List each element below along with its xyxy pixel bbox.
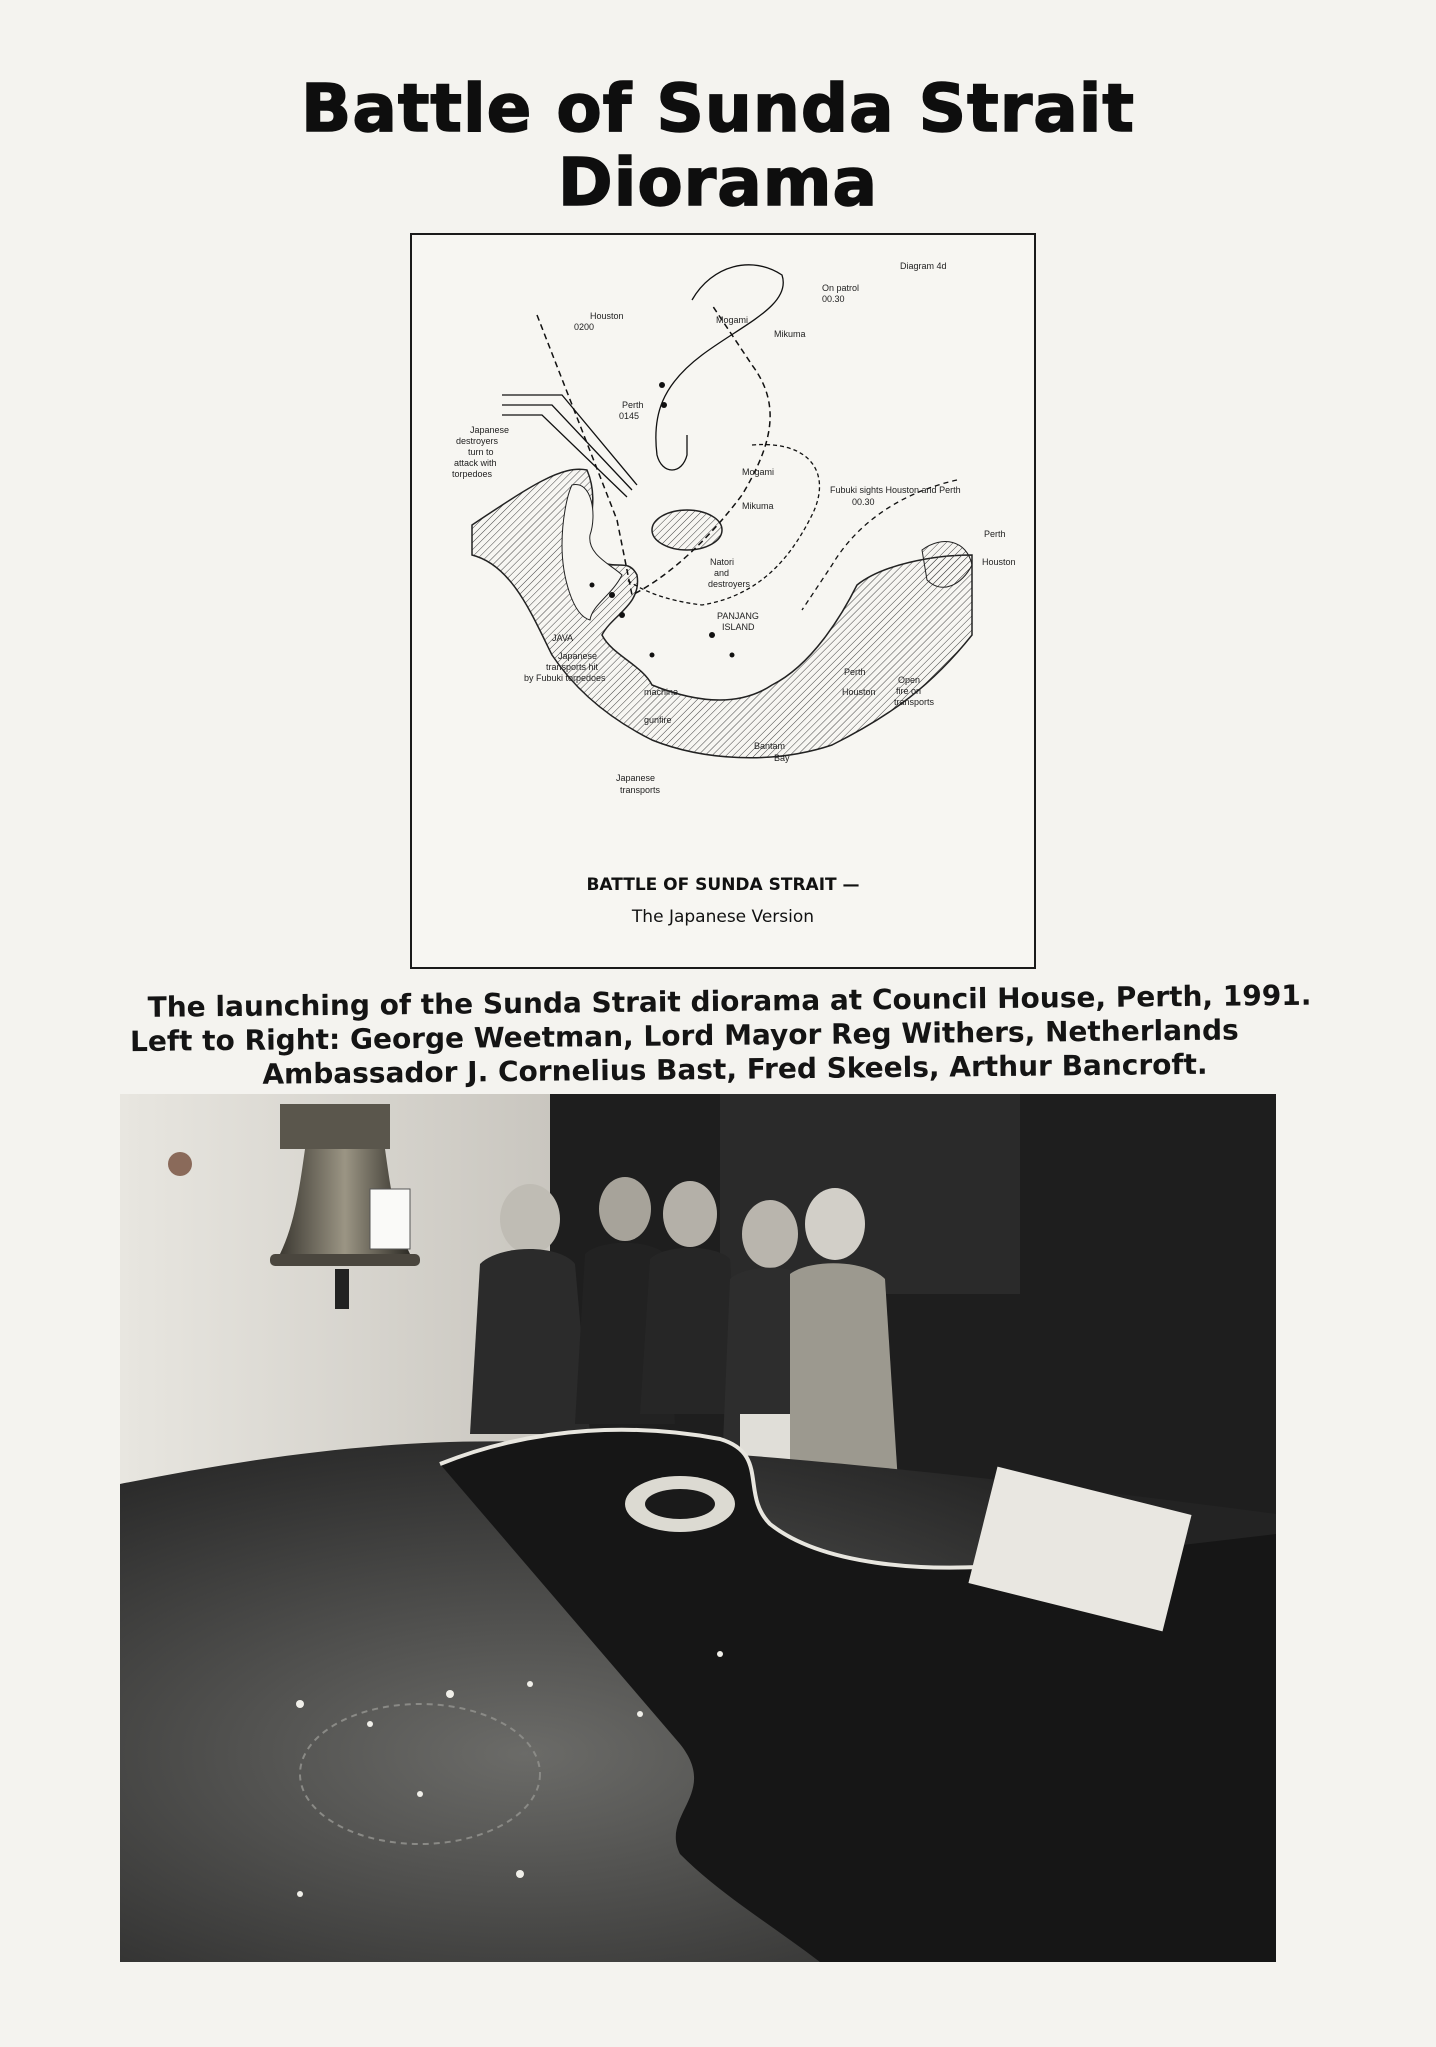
- label-japanese-destroyers-4: attack with: [454, 458, 497, 468]
- label-mikuma-mid: Mikuma: [742, 501, 774, 511]
- label-japanese-destroyers-5: torpedoes: [452, 469, 493, 479]
- battle-map-drawing: [412, 235, 1034, 857]
- bell-rim: [270, 1254, 420, 1266]
- diorama-photo: [120, 1094, 1276, 1962]
- map-caption-subtitle: The Japanese Version: [631, 907, 815, 927]
- bell-mount: [280, 1104, 390, 1149]
- label-japanese-destroyers-3: turn to: [468, 447, 494, 457]
- wall-plaque: [370, 1189, 410, 1249]
- photo-caption: [129, 978, 1312, 1093]
- label-perth-right: Perth: [984, 529, 1006, 539]
- label-fubuki-sights: Fubuki sights Houston and Perth: [830, 485, 961, 495]
- map-caption-title: BATTLE OF SUNDA STRAIT —: [586, 875, 860, 895]
- bell-clapper: [335, 1269, 349, 1309]
- mogami-track: [656, 265, 783, 470]
- label-natori-3: destroyers: [708, 579, 751, 589]
- label-on-patrol-time: 00.30: [822, 294, 845, 304]
- label-jt-1: Japanese: [558, 651, 598, 661]
- label-houston-right: Houston: [982, 557, 1016, 567]
- battle-map-figure: [410, 233, 1036, 969]
- page-title: [0, 72, 1436, 220]
- label-mogami-mid: Mogami: [742, 467, 775, 477]
- label-jtrans-2: transports: [620, 785, 661, 795]
- label-open-fire-3: transports: [894, 697, 935, 707]
- photo-caption-line-3: Ambassador J. Cornelius Bast, Fred Skeels, Arthur Bancroft.: [262, 1047, 1208, 1091]
- label-bantam-2: Bay: [774, 753, 790, 763]
- label-perth: Perth: [622, 400, 644, 410]
- label-jt-2: transports hit: [546, 662, 599, 672]
- label-open-fire-2: fire on: [896, 686, 922, 696]
- label-java: JAVA: [552, 633, 574, 643]
- page-title-line-2: Diorama: [557, 144, 879, 221]
- wall-light: [168, 1152, 192, 1176]
- label-machine-2: gunfire: [644, 715, 672, 725]
- label-natori-2: and: [714, 568, 730, 578]
- label-on-patrol: On patrol: [822, 283, 860, 293]
- panjang-island: [652, 510, 722, 550]
- label-panjang-2: ISLAND: [722, 622, 755, 632]
- diagram-label: Diagram 4d: [900, 261, 947, 271]
- label-fubuki-time: 00.30: [852, 497, 875, 507]
- label-perth-houston-2: Houston: [842, 687, 876, 697]
- diorama-photo-image: [120, 1094, 1276, 1962]
- label-bantam-1: Bantam: [754, 741, 786, 751]
- label-japanese-destroyers-1: Japanese: [470, 425, 510, 435]
- label-perth-houston-1: Perth: [844, 667, 866, 677]
- label-perth-0145: 0145: [619, 411, 640, 421]
- label-jtrans-1: Japanese: [616, 773, 656, 783]
- photo-caption-line-1: The launching of the Sunda Strait diorama at Council House, Perth, 1991.: [147, 978, 1312, 1024]
- label-machine-1: machine: [644, 687, 679, 697]
- label-houston-time: Houston: [590, 311, 624, 321]
- diorama-island-inner: [645, 1489, 715, 1519]
- label-natori-1: Natori: [710, 557, 735, 567]
- label-jt-3: by Fubuki torpedoes: [524, 673, 606, 683]
- page-title-line-1: Battle of Sunda Strait: [301, 70, 1135, 147]
- photo-caption-line-2: Left to Right: George Weetman, Lord Mayor Reg Withers, Netherlands: [129, 1013, 1239, 1059]
- label-open-fire-1: Open: [898, 675, 921, 685]
- label-panjang-1: PANJANG: [717, 611, 759, 621]
- label-japanese-destroyers-2: destroyers: [456, 436, 499, 446]
- label-mikuma-top: Mikuma: [774, 329, 806, 339]
- label-mogami-top: Mogami: [716, 315, 749, 325]
- label-houston-0200: 0200: [574, 322, 595, 332]
